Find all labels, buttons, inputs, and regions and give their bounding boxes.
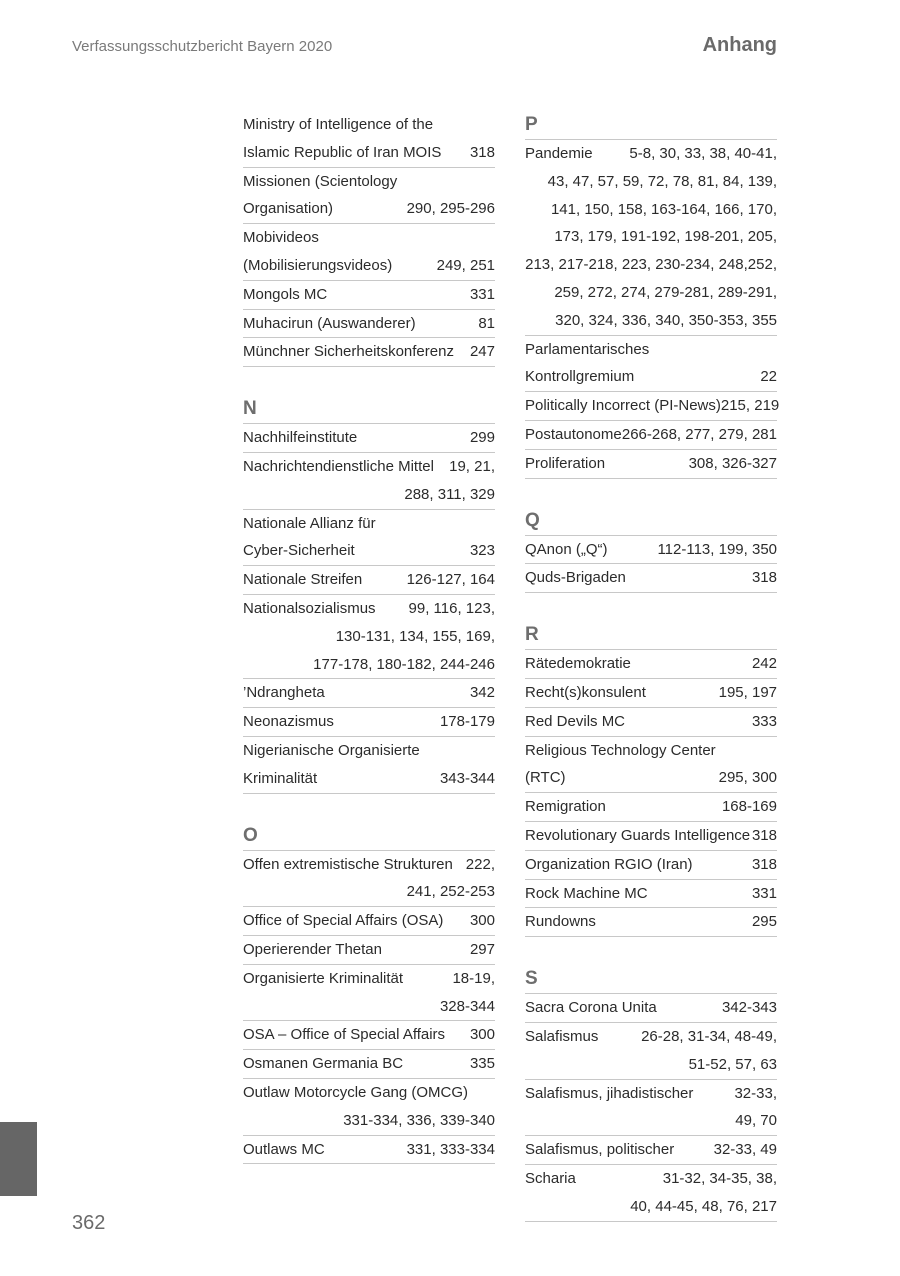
index-entry-line (525, 1165, 777, 1193)
index-page-refs: 242 (751, 655, 777, 673)
index-term: Proliferation (525, 454, 606, 472)
index-term: Office of Special Affairs (OSA) (243, 912, 444, 930)
index-entry-line (525, 564, 777, 592)
index-entry-line (243, 424, 495, 452)
running-header-section: Anhang (702, 34, 777, 56)
index-page-refs: 126-127, 164 (406, 571, 495, 589)
index-term: Politically Incorrect (PI-News) (525, 397, 721, 415)
index-entry-line (243, 453, 495, 481)
index-term: Operierender Thetan (243, 940, 382, 958)
index-term: Münchner Sicherheitskonferenz (243, 343, 454, 361)
index-term: Nigerianische Organisierte (243, 741, 420, 759)
index-entry (243, 510, 495, 567)
index-entry (525, 450, 777, 479)
index-entry (243, 168, 495, 225)
index-entry-line (243, 111, 495, 139)
index-page-refs: 168-169 (721, 798, 777, 816)
index-term: Rundowns (525, 913, 596, 931)
index-entry-line (243, 765, 495, 793)
index-page-refs: 141, 150, 158, 163-164, 166, 170, (550, 200, 777, 218)
index-term: Nationale Allianz für (243, 514, 376, 532)
index-page-refs: 247 (469, 343, 495, 361)
index-entry-line (525, 793, 777, 821)
index-page-refs: 112-113, 199, 350 (657, 540, 777, 558)
index-entry (243, 281, 495, 310)
index-entry-line (525, 450, 777, 478)
index-column-right (525, 111, 780, 1222)
index-entry (525, 536, 777, 565)
index-entry-line (525, 822, 777, 850)
index-term: Nationalsozialismus (243, 599, 376, 617)
index-entry-line (525, 737, 777, 765)
index-term: Ministry of Intelligence of the (243, 116, 434, 133)
section-gap (525, 593, 777, 621)
index-page-refs: 81 (478, 314, 495, 332)
index-entry-line (525, 1107, 777, 1135)
index-page-refs: 213, 217-218, 223, 230-234, 248,252, (525, 256, 777, 274)
index-entry-line (243, 993, 495, 1021)
index-entry-line (525, 1193, 777, 1221)
index-term: Salafismus (525, 1027, 599, 1045)
index-entry (243, 338, 495, 367)
index-page-refs: 300 (469, 912, 495, 930)
index-entry-line (243, 252, 495, 280)
index-term: Mobivideos (243, 229, 319, 247)
index-entry-line (243, 907, 495, 935)
section-gap (243, 367, 495, 395)
index-entry-line (243, 281, 495, 309)
index-page-refs: 178-179 (439, 713, 495, 731)
index-page-refs: 31-32, 34-35, 38, (662, 1169, 777, 1187)
index-entry-line (525, 1023, 777, 1051)
running-header-title: Verfassungsschutzbericht Bayern 2020 (72, 38, 333, 55)
index-page-refs: 331 (469, 285, 495, 303)
index-entry-line (243, 168, 495, 196)
index-entry-line (525, 994, 777, 1022)
index-page-refs: 323 (469, 542, 495, 560)
index-entry-line (525, 679, 777, 707)
index-term: Mongols MC (243, 285, 328, 303)
index-entry (243, 965, 495, 1022)
index-page-refs: 19, 21, (449, 457, 495, 475)
index-term: Nachrichtendienstliche Mittel (243, 457, 434, 475)
index-page-refs: 40, 44-45, 48, 76, 217 (630, 1197, 777, 1215)
index-page-refs: 333 (751, 712, 777, 730)
index-column-left (243, 111, 495, 1164)
index-section-letter: R (525, 621, 777, 650)
index-term: QAnon („Q“) (525, 540, 608, 558)
index-entry-line (525, 908, 777, 936)
index-page-refs: 288, 311, 329 (404, 485, 495, 503)
index-page-refs: 300 (469, 1026, 495, 1044)
section-gap (525, 479, 777, 507)
index-entry (243, 851, 495, 908)
index-entry-line (525, 421, 777, 449)
index-term: Remigration (525, 798, 606, 816)
index-page-refs: 177-178, 180-182, 244-246 (313, 655, 495, 673)
index-page-refs: 297 (469, 940, 495, 958)
index-term: Nationale Streifen (243, 571, 363, 589)
index-entry-line (525, 1051, 777, 1079)
index-term: Salafismus, jihadistischer (525, 1084, 694, 1102)
index-term: Islamic Republic of Iran MOIS (243, 143, 442, 161)
index-entry-line (525, 279, 777, 307)
index-entry (525, 564, 777, 593)
index-entry-line (243, 595, 495, 623)
index-entry (243, 1021, 495, 1050)
index-term: Religious Technology Center (525, 741, 716, 759)
index-page-refs: 241, 252-253 (406, 883, 495, 901)
index-term: Revolutionary Guards Intelligence (525, 826, 751, 844)
index-term: Sacra Corona Unita (525, 999, 657, 1017)
index-entry (243, 310, 495, 339)
index-entry-line (525, 140, 777, 168)
index-entry (525, 650, 777, 679)
index-section-letter: P (525, 111, 777, 140)
index-entry-line (243, 139, 495, 167)
index-entry-line (525, 196, 777, 224)
index-entry (243, 453, 495, 510)
index-section-letter: S (525, 965, 777, 994)
index-entry-line (525, 851, 777, 879)
index-page-refs: 295, 300 (718, 769, 777, 787)
index-term: Cyber-Sicherheit (243, 542, 355, 560)
index-term: Osmanen Germania BC (243, 1055, 404, 1073)
index-entry-line (525, 307, 777, 335)
index-entry (525, 851, 777, 880)
index-entry-line (243, 1136, 495, 1164)
index-page-refs: 299 (469, 429, 495, 447)
index-term: Quds-Brigaden (525, 569, 626, 587)
index-page-refs: 249, 251 (436, 256, 495, 274)
index-entry-line (243, 537, 495, 565)
index-entry-line (243, 195, 495, 223)
index-entry (525, 708, 777, 737)
index-page-refs: 328-344 (439, 997, 495, 1015)
index-page-refs: 331-334, 336, 339-340 (343, 1111, 495, 1129)
index-term: Missionen (Scientology (243, 172, 398, 190)
index-page-refs: 99, 116, 123, (408, 599, 495, 617)
index-page-refs: 215, 219 (720, 397, 780, 415)
index-page-refs: 51-52, 57, 63 (688, 1055, 777, 1073)
index-entry-line (243, 1107, 495, 1135)
index-section-letter: N (243, 395, 495, 424)
index-page-refs: 22 (760, 368, 777, 386)
index-entry (243, 679, 495, 708)
index-term: Parlamentarisches (525, 340, 650, 358)
index-term: Red Devils MC (525, 712, 626, 730)
index-entry (243, 907, 495, 936)
index-entry (525, 793, 777, 822)
index-entry-line (243, 1079, 495, 1107)
index-page-refs: 18-19, (452, 969, 495, 987)
index-entry (525, 880, 777, 909)
index-page-refs: 318 (751, 569, 777, 587)
index-term: Outlaws MC (243, 1140, 325, 1158)
index-page-refs: 318 (751, 826, 777, 844)
index-term: (RTC) (525, 769, 566, 787)
index-entry (243, 224, 495, 281)
index-term: Outlaw Motorcycle Gang (OMCG) (243, 1083, 469, 1101)
index-page-refs: 318 (469, 143, 495, 161)
index-page-refs: 195, 197 (718, 683, 777, 701)
index-entry-line (243, 1050, 495, 1078)
index-entry-line (243, 338, 495, 366)
index-entry-line (525, 168, 777, 196)
index-entry-line (243, 851, 495, 879)
index-entry (243, 1136, 495, 1165)
index-page-refs: 295 (751, 913, 777, 931)
index-page-refs: 26-28, 31-34, 48-49, (641, 1027, 777, 1045)
index-page-refs: 342-343 (721, 999, 777, 1017)
index-page-refs: 331 (751, 884, 777, 902)
index-entry (243, 708, 495, 737)
index-entry (525, 1080, 777, 1137)
index-term: Kriminalität (243, 769, 318, 787)
index-entry (243, 1079, 495, 1136)
index-page-refs: 343-344 (439, 769, 495, 787)
index-entry-line (525, 392, 780, 420)
index-entry-line (525, 223, 777, 251)
index-page-refs: 222, (465, 855, 495, 873)
index-entry (243, 737, 495, 794)
index-page-refs: 308, 326-327 (688, 454, 777, 472)
index-entry-line (243, 651, 495, 679)
index-entry (525, 1165, 777, 1222)
index-page-refs: 259, 272, 274, 279-281, 289-291, (554, 283, 777, 301)
index-entry-line (525, 363, 777, 391)
index-page-refs: 32-33, (734, 1084, 777, 1102)
index-entry (525, 1136, 777, 1165)
index-term: Rätedemokratie (525, 655, 631, 673)
index-entry (243, 566, 495, 595)
index-term: Muhacirun (Auswanderer) (243, 314, 416, 332)
section-tab-marker (0, 1122, 37, 1196)
index-term: Organization RGIO (Iran) (525, 855, 693, 873)
index-section-letter: Q (525, 507, 777, 536)
index-entry-line (243, 224, 495, 252)
index-entry-line (243, 510, 495, 538)
index-page-refs: 318 (751, 855, 777, 873)
section-gap (525, 937, 777, 965)
index-term: Offen extremistische Strukturen (243, 855, 453, 873)
index-term: OSA – Office of Special Affairs (243, 1026, 446, 1044)
index-entry (525, 994, 777, 1023)
index-entry (525, 336, 777, 393)
section-gap (243, 794, 495, 822)
index-entry-line (243, 481, 495, 509)
index-page-refs: 290, 295-296 (406, 200, 495, 218)
index-page-refs: 43, 47, 57, 59, 72, 78, 81, 84, 139, (547, 172, 777, 190)
index-page-refs: 173, 179, 191-192, 198-201, 205, (554, 228, 777, 246)
index-entry (525, 822, 777, 851)
index-term: Nachhilfeinstitute (243, 429, 358, 447)
index-entry-line (525, 1136, 777, 1164)
index-term: Neonazismus (243, 713, 334, 731)
index-entry (525, 392, 780, 421)
index-entry-line (243, 878, 495, 906)
index-page-refs: 130-131, 134, 155, 169, (335, 627, 495, 645)
index-entry-line (243, 737, 495, 765)
index-term: (Mobilisierungsvideos) (243, 256, 393, 274)
index-entry (525, 1023, 777, 1080)
index-entry-line (243, 566, 495, 594)
index-term: Rock Machine MC (525, 884, 648, 902)
index-entry-line (525, 336, 777, 364)
index-entry (243, 424, 495, 453)
index-entry-line (243, 310, 495, 338)
index-entry-line (525, 764, 777, 792)
index-page-refs: 331, 333-334 (406, 1140, 495, 1158)
index-page-refs: 5-8, 30, 33, 38, 40-41, (629, 145, 777, 162)
index-entry-line (525, 251, 777, 279)
index-entry (525, 140, 777, 336)
index-page-refs: 49, 70 (735, 1112, 777, 1130)
index-page-refs: 320, 324, 336, 340, 350-353, 355 (555, 311, 777, 329)
page-number: 362 (72, 1212, 106, 1234)
index-entry-line (525, 536, 777, 564)
index-entry-line (243, 965, 495, 993)
index-term: Recht(s)konsulent (525, 683, 646, 701)
index-entry (525, 737, 777, 794)
index-page-refs: 266-268, 277, 279, 281 (621, 425, 777, 443)
index-entry (525, 421, 777, 450)
index-entry-line (243, 623, 495, 651)
index-entry-line (243, 1021, 495, 1049)
index-entry-line (243, 936, 495, 964)
index-term: Kontrollgremium (525, 368, 635, 386)
index-entry (525, 908, 777, 937)
index-entry (243, 936, 495, 965)
index-page-refs: 342 (469, 684, 495, 702)
index-term: Salafismus, politischer (525, 1141, 675, 1159)
index-term: Organisierte Kriminalität (243, 969, 404, 987)
index-entry (243, 1050, 495, 1079)
index-entry-line (525, 880, 777, 908)
index-term: Scharia (525, 1169, 576, 1187)
index-page-refs: 335 (469, 1055, 495, 1073)
index-term: Postautonome (525, 425, 622, 443)
index-entry-line (525, 650, 777, 678)
index-entry-line (243, 679, 495, 707)
index-entry-line (525, 1080, 777, 1108)
index-entry (243, 595, 495, 679)
index-section-letter: O (243, 822, 495, 851)
index-entry-line (243, 708, 495, 736)
index-page-refs: 32-33, 49 (713, 1141, 777, 1159)
index-entry (525, 679, 777, 708)
index-entry-line (525, 708, 777, 736)
index-term: ’Ndrangheta (243, 684, 325, 702)
index-term: Organisation) (243, 200, 334, 218)
index-term: Pandemie (525, 145, 593, 162)
index-entry (243, 111, 495, 168)
